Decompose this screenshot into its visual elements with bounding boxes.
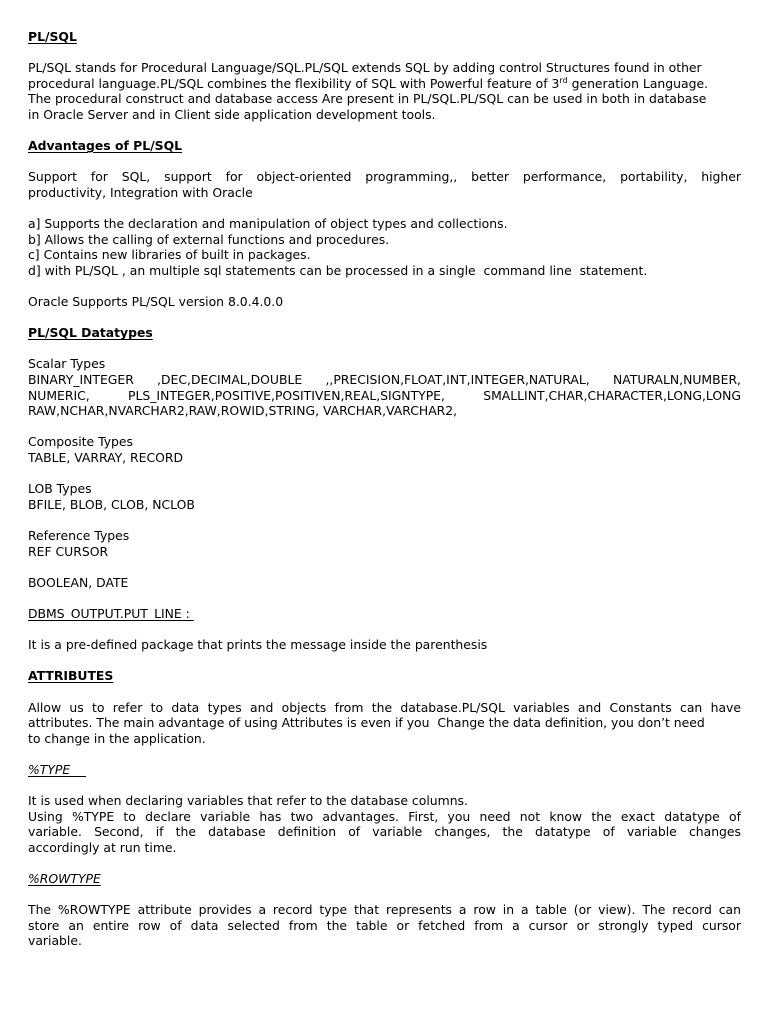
attributes-heading: ATTRIBUTES — [28, 668, 114, 684]
reference-types-label: Reference Types — [28, 528, 130, 543]
attributes-line-2: attributes. The main advantage of using Attributes is even if you Change the data definition, you don’t need — [28, 715, 705, 731]
type-line-4: accordingly at run time. — [28, 839, 177, 855]
type-line-2: Using %TYPE to declare variable has two advantages. First, you need not know the exact datatype of — [28, 808, 741, 824]
advantages-summary-line-1: Support for SQL, support for object-oriented programming,, better performance, portability, higher — [28, 169, 741, 185]
other-types-value: BOOLEAN, DATE — [28, 574, 129, 590]
intro-line-2-post: generation Language. — [567, 75, 709, 91]
advantages-heading: Advantages of PL/SQL — [28, 138, 183, 154]
type-attribute-description — [28, 793, 741, 855]
intro-line-4: in Oracle Server and in Client side application development tools. — [28, 106, 436, 122]
lob-types-block — [28, 481, 741, 512]
scalar-types-line-2: NUMERIC, PLS_INTEGER,POSITIVE,POSITIVEN,REAL,SIGNTYPE, SMALLINT,CHAR,CHARACTER,LONG,LONG — [28, 387, 741, 403]
attributes-line-3: to change in the application. — [28, 730, 206, 746]
lob-types-value: BFILE, BLOB, CLOB, NCLOB — [28, 496, 195, 512]
lob-types-label: LOB Types — [28, 481, 92, 497]
rowtype-line-2: store an entire row of data selected from the table or fetched from a cursor or strongly typed cursor — [28, 917, 741, 933]
intro-line-3: The procedural construct and database access Are present in PL/SQL.PL/SQL can be used in both in database — [28, 91, 707, 107]
datatypes-heading: PL/SQL Datatypes — [28, 325, 153, 341]
dbms-output-heading: DBMS_OUTPUT.PUT_LINE : — [28, 605, 194, 621]
reference-types-value: REF CURSOR — [28, 543, 109, 559]
intro-superscript: rd — [559, 75, 568, 85]
composite-types-label: Composite Types — [28, 434, 133, 450]
scalar-types-line-1: BINARY_INTEGER ,DEC,DECIMAL,DOUBLE ,,PRECISION,FLOAT,INT,INTEGER,NATURAL, NATURALN,NUMBER, — [28, 372, 741, 388]
advantages-summary-line-2: productivity, Integration with Oracle — [28, 184, 253, 200]
intro-line-2-pre: procedural language.PL/SQL combines the flexibility of SQL with Powerful feature of 3 — [28, 75, 560, 91]
list-item: b] Allows the calling of external functions and procedures. — [28, 231, 390, 247]
scalar-types-line-3: RAW,NCHAR,NVARCHAR2,RAW,ROWID,STRING, VARCHAR,VARCHAR2, — [28, 403, 458, 419]
type-line-1: It is used when declaring variables that refer to the database columns. — [28, 793, 468, 809]
list-item: c] Contains new libraries of built in packages. — [28, 247, 311, 263]
dbms-output-description: It is a pre-defined package that prints the message inside the parenthesis — [28, 637, 488, 653]
version-note: Oracle Supports PL/SQL version 8.0.4.0.0 — [28, 294, 284, 310]
type-attribute-heading: %TYPE — [28, 761, 86, 777]
intro-line-1: PL/SQL stands for Procedural Language/SQL.PL/SQL extends SQL by adding control Structures found in other — [28, 60, 702, 76]
type-line-3: variable. Second, if the database definition of variable changes, the datatype of variable changes — [28, 824, 741, 840]
advantages-list — [28, 216, 741, 278]
composite-types-value: TABLE, VARRAY, RECORD — [28, 450, 184, 466]
list-item: d] with PL/SQL , an multiple sql statements can be processed in a single command line statement. — [28, 262, 648, 278]
scalar-types-label: Scalar Types — [28, 356, 106, 372]
intro-paragraph — [28, 60, 741, 122]
rowtype-line-3: variable. — [28, 933, 82, 949]
composite-types-block — [28, 434, 741, 465]
rowtype-attribute-description — [28, 902, 741, 949]
rowtype-line-1: The %ROWTYPE attribute provides a record type that represents a row in a table (or view). The record can — [28, 902, 741, 918]
doc-title: PL/SQL — [28, 29, 77, 44]
scalar-types-block — [28, 356, 741, 418]
attributes-line-1: Allow us to refer to data types and objects from the database.PL/SQL variables and Constants can have — [28, 699, 741, 715]
rowtype-attribute-heading: %ROWTYPE — [28, 871, 101, 887]
list-item: a] Supports the declaration and manipulation of object types and collections. — [28, 216, 508, 232]
attributes-description — [28, 700, 741, 747]
reference-types-block — [28, 528, 741, 559]
advantages-summary — [28, 169, 741, 200]
intro-line-2 — [28, 76, 741, 92]
